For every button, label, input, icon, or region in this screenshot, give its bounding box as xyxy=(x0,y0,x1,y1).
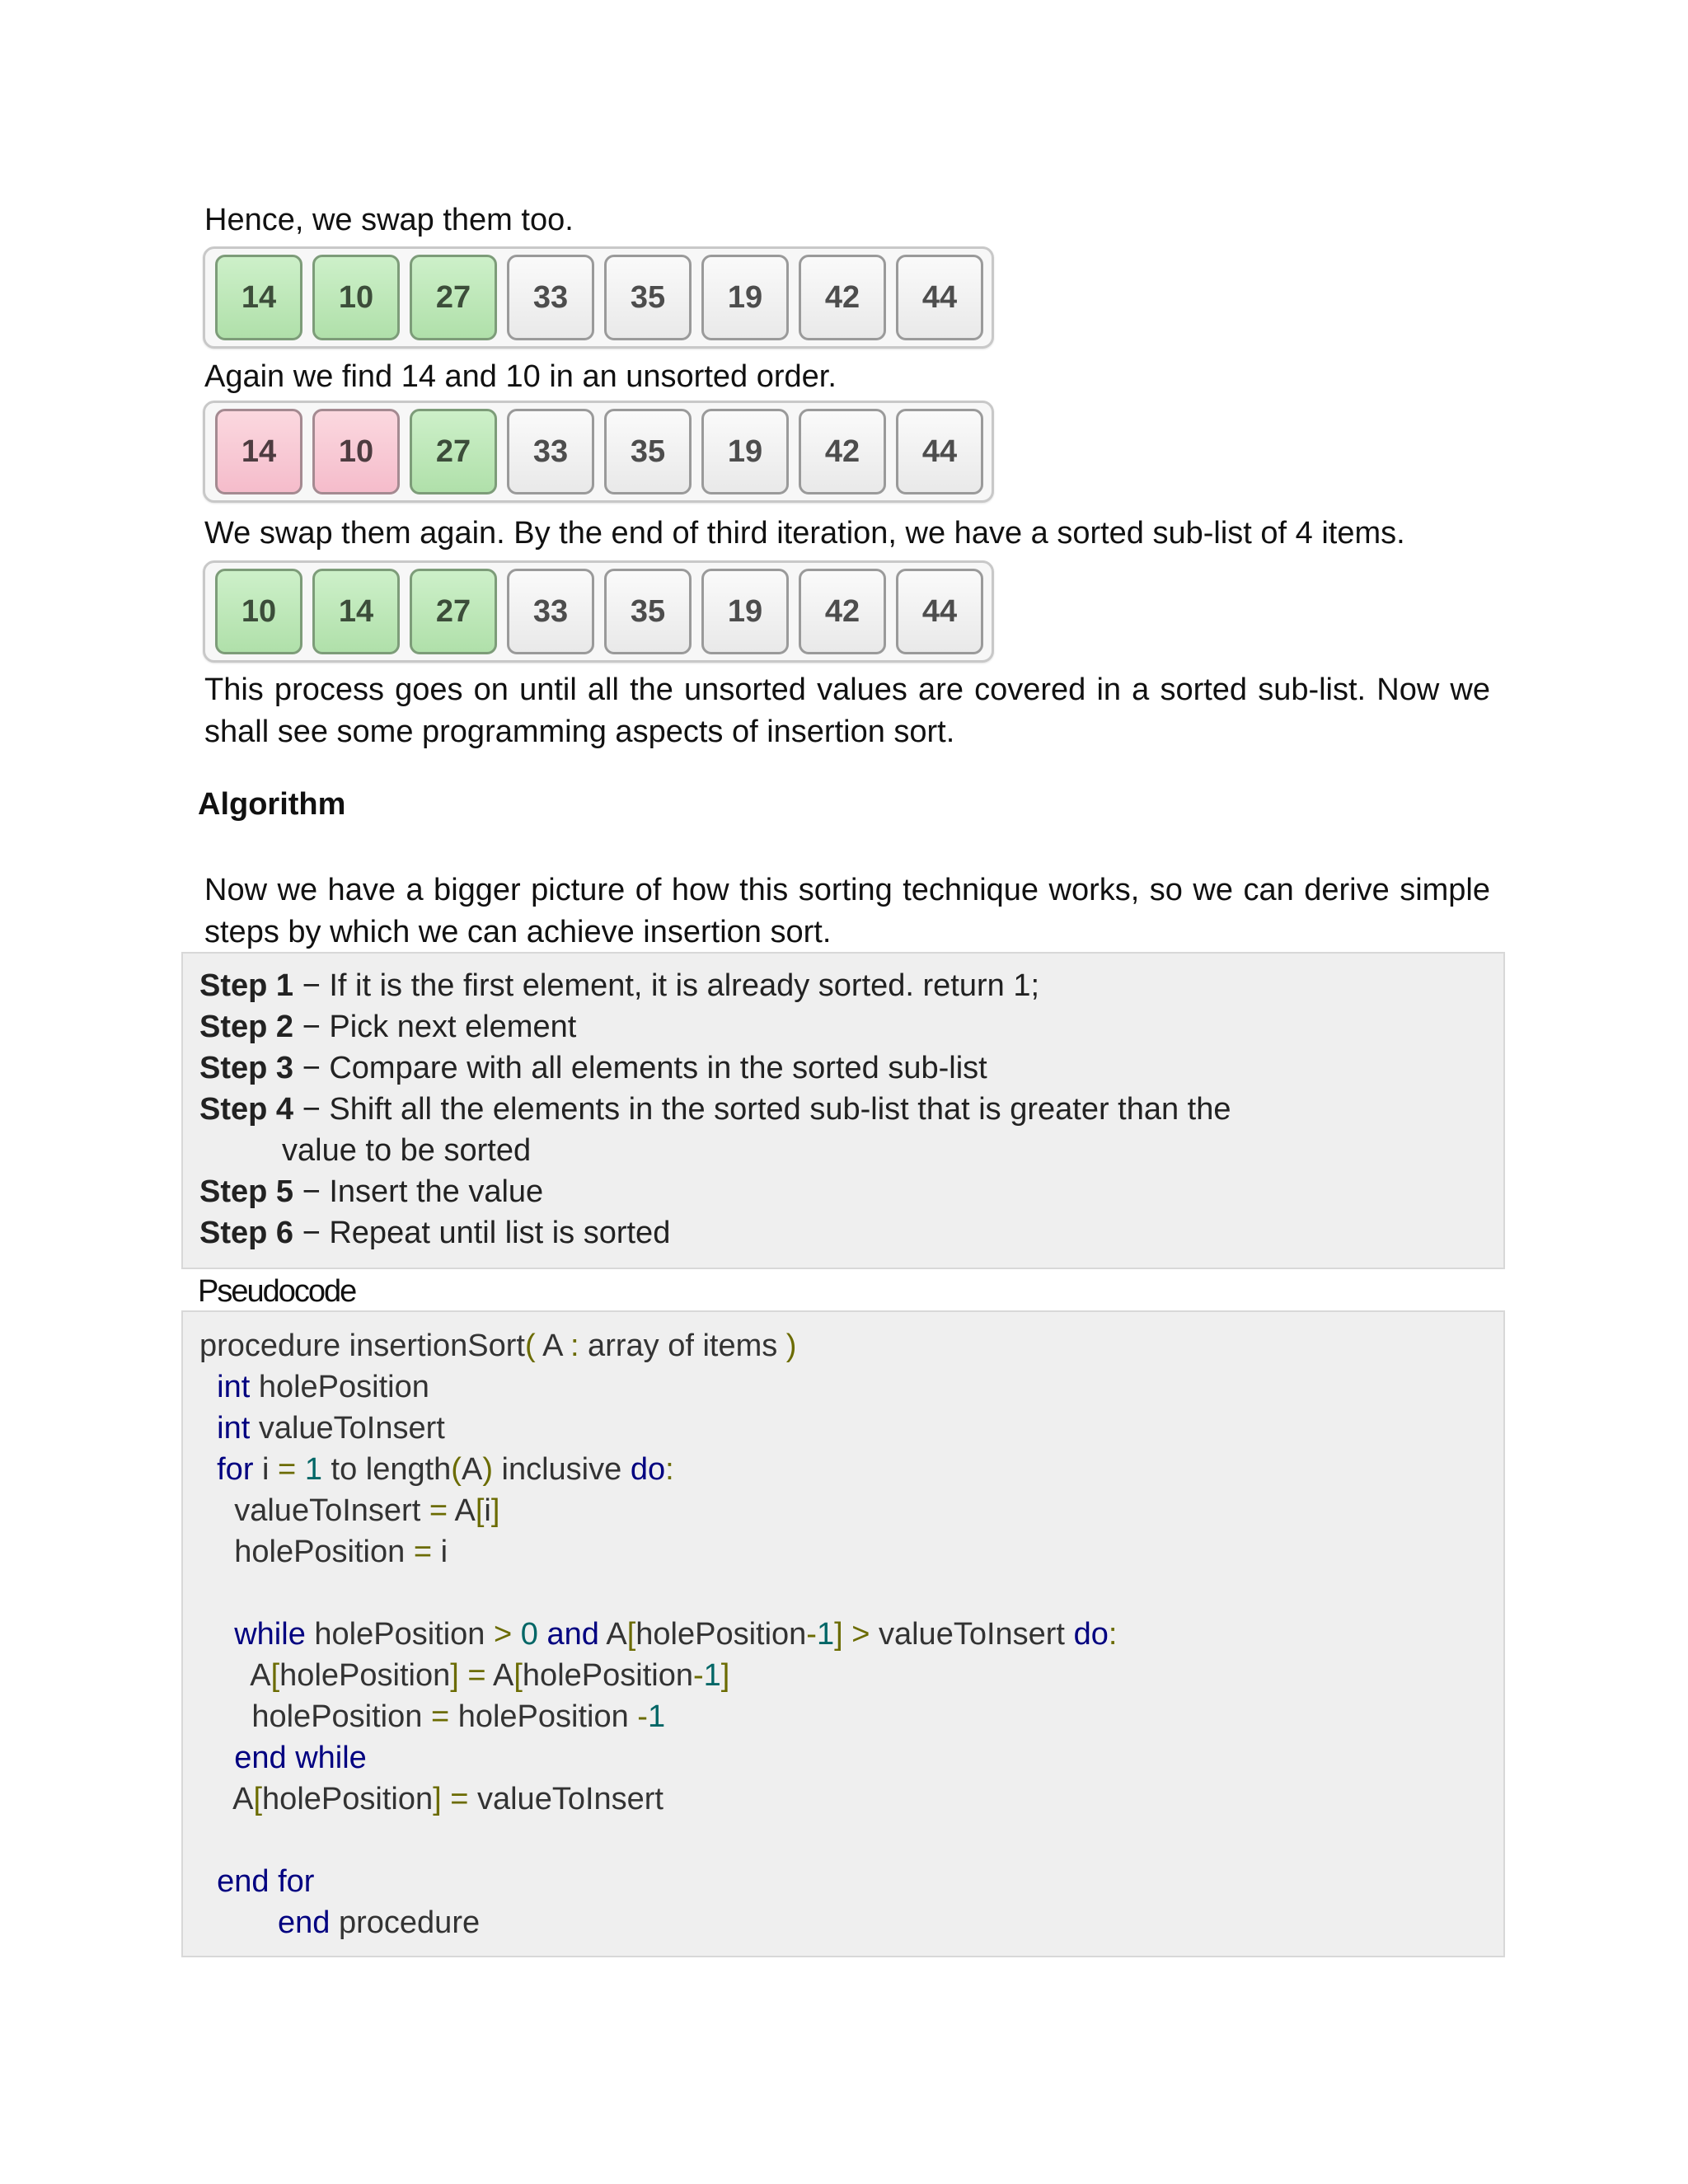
array-cell: 44 xyxy=(896,409,983,494)
step-label: Step 5 xyxy=(199,1174,294,1209)
step-text: − Repeat until list is sorted xyxy=(293,1216,671,1250)
step-label: Step 3 xyxy=(199,1051,294,1085)
code-line: for i = 1 to length(A) inclusive do: xyxy=(217,1452,674,1487)
intro-text: Hence, we swap them too. xyxy=(204,203,574,237)
code-line: while holePosition > 0 and A[holePosition-1] > valueToInsert do: xyxy=(234,1617,1118,1652)
array-row-2 xyxy=(203,401,994,503)
array-cell: 44 xyxy=(896,255,983,340)
step-3 xyxy=(199,1047,1503,1089)
array-cell: 42 xyxy=(799,255,886,340)
step-text: − Shift all the elements in the sorted sub-list that is greater than the xyxy=(293,1092,1231,1127)
array-cell: 14 xyxy=(312,569,400,654)
code-line: A[holePosition] = valueToInsert xyxy=(199,1782,663,1816)
array-cell: 10 xyxy=(312,255,400,340)
code-line: int valueToInsert xyxy=(217,1411,445,1446)
step-text: − Compare with all elements in the sorted sub-list xyxy=(293,1051,987,1085)
array-cell: 35 xyxy=(604,409,692,494)
algorithm-steps xyxy=(181,952,1505,1269)
process-text: This process goes on until all the unsorted values are covered in a sorted sub-list. Now we shall see some programming aspects of insertion sort. xyxy=(204,673,1490,749)
step-label: Step 6 xyxy=(199,1216,294,1250)
array-cell: 33 xyxy=(507,409,594,494)
step-label: Step 1 xyxy=(199,968,294,1003)
code-line: A[holePosition] = A[holePosition-1] xyxy=(199,1658,730,1693)
array-cell: 27 xyxy=(410,255,497,340)
code-line: end for xyxy=(217,1864,315,1899)
pseudocode-title: Pseudocode xyxy=(198,1274,356,1309)
array-cell: 27 xyxy=(410,409,497,494)
pseudocode-block xyxy=(181,1310,1505,1957)
step-text: − Pick next element xyxy=(293,1010,577,1044)
code-line: holePosition = holePosition -1 xyxy=(199,1699,666,1734)
array-cell: 27 xyxy=(410,569,497,654)
code-line: int holePosition xyxy=(217,1370,429,1404)
array-cell: 33 xyxy=(507,255,594,340)
array-row-1 xyxy=(203,246,994,349)
code-line: procedure insertionSort( A : array of items ) xyxy=(199,1329,797,1363)
find-again-text: Again we find 14 and 10 in an unsorted order. xyxy=(204,359,837,394)
step-text: − Insert the value xyxy=(293,1174,544,1209)
algorithm-heading: Algorithm xyxy=(198,787,346,822)
array-cell: 14 xyxy=(215,409,302,494)
array-cell: 19 xyxy=(701,255,789,340)
array-cell: 19 xyxy=(701,409,789,494)
code-line xyxy=(199,1572,1503,1614)
code-line: end procedure xyxy=(278,1905,481,1940)
swap-again-text: We swap them again. By the end of third iteration, we have a sorted sub-list of 4 items. xyxy=(204,516,1405,551)
array-cell: 19 xyxy=(701,569,789,654)
code-line xyxy=(199,1820,1503,1861)
array-cell: 10 xyxy=(312,409,400,494)
array-cell: 10 xyxy=(215,569,302,654)
array-cell: 42 xyxy=(799,409,886,494)
step-6 xyxy=(199,1212,1503,1254)
step-2 xyxy=(199,1006,1503,1047)
step-1 xyxy=(199,965,1503,1006)
step-label: Step 4 xyxy=(199,1092,294,1127)
algorithm-intro-text: Now we have a bigger picture of how this sorting technique works, so we can derive simple steps by which we can achieve insertion sort. xyxy=(204,873,1490,949)
array-cell: 44 xyxy=(896,569,983,654)
step-4 xyxy=(199,1089,1503,1171)
array-cell: 35 xyxy=(604,255,692,340)
code-line: holePosition = i xyxy=(199,1535,448,1569)
array-row-3 xyxy=(203,560,994,663)
step-continuation: value to be sorted xyxy=(282,1133,532,1168)
array-cell: 14 xyxy=(215,255,302,340)
array-cell: 35 xyxy=(604,569,692,654)
array-cell: 42 xyxy=(799,569,886,654)
step-5 xyxy=(199,1171,1503,1212)
step-label: Step 2 xyxy=(199,1010,294,1044)
code-line: end while xyxy=(234,1741,367,1775)
array-cell: 33 xyxy=(507,569,594,654)
step-text: − If it is the first element, it is already sorted. return 1; xyxy=(293,968,1040,1003)
code-line: valueToInsert = A[i] xyxy=(199,1493,500,1528)
